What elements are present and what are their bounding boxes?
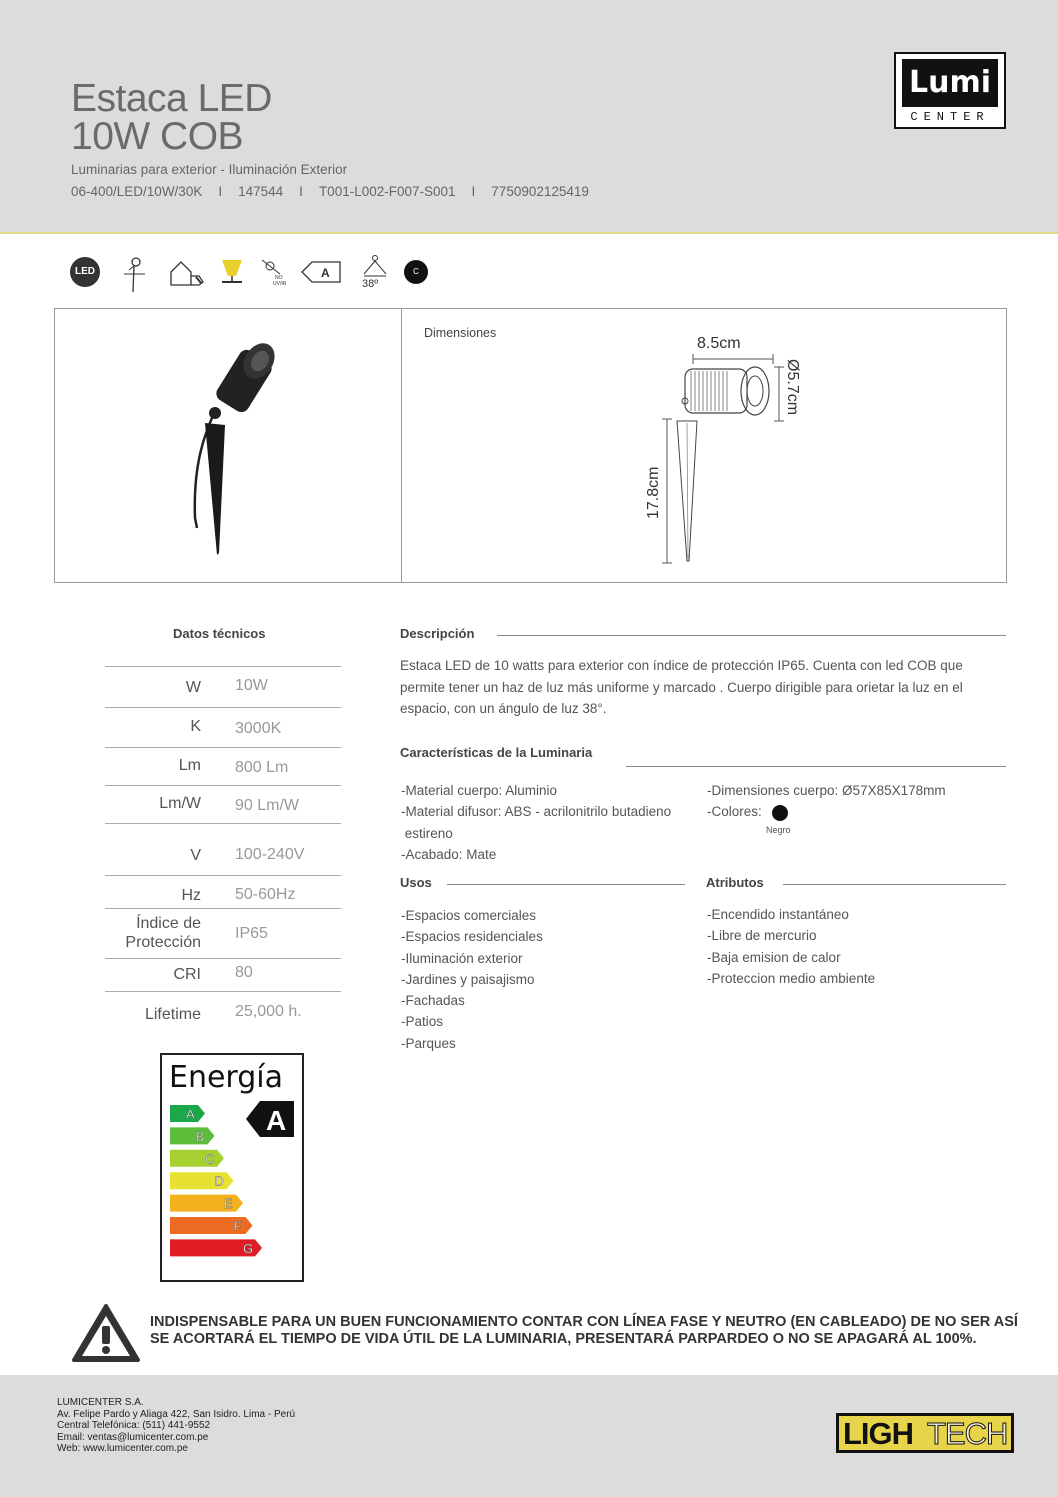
energy-rating-letter: A bbox=[266, 1105, 287, 1136]
company-street: Av. Felipe Pardo y Aliaga 422, San Isidro. Lima - Perú bbox=[57, 1408, 296, 1420]
list-item: -Patios bbox=[401, 1014, 444, 1030]
company-web: Web: www.lumicenter.com.pe bbox=[57, 1443, 188, 1454]
beam-angle-icon bbox=[360, 254, 390, 278]
title-line-1: Estaca LED bbox=[71, 77, 272, 120]
energy-class-letter: F bbox=[233, 1218, 242, 1234]
warning-icon bbox=[70, 1302, 142, 1364]
tech-row bbox=[105, 991, 341, 1031]
list-item: -Material cuerpo: Aluminio bbox=[401, 783, 558, 798]
dimension-width: 8.5cm bbox=[697, 335, 741, 352]
color-icon: C bbox=[404, 260, 428, 284]
product-codes bbox=[71, 184, 589, 199]
energy-class-bar bbox=[170, 1127, 215, 1144]
footer bbox=[0, 1375, 1058, 1497]
energy-label bbox=[160, 1053, 304, 1282]
warning-text: INDISPENSABLE PARA UN BUEN FUNCIONAMIENTO CONTAR CON LÍNEA FASE Y NEUTRO (EN CABLEADO) DE NO SER ASÍ SE ACORTARÁ EL TIEMPO DE VIDA ÚTIL DE LA LUMINARIA, PRESENTARÁ PARPARDEO O NO SE APAGARÁ AL 100%. bbox=[150, 1314, 1018, 1347]
atributos-rule bbox=[783, 884, 1006, 885]
tech-key: Hz bbox=[181, 887, 201, 904]
no-label: NO bbox=[275, 275, 283, 281]
list-item: -Encendido instantáneo bbox=[707, 907, 849, 922]
tech-row bbox=[105, 707, 341, 747]
list-item: -Dimensiones cuerpo: Ø57X85X178mm bbox=[707, 783, 946, 798]
energy-title: Energía bbox=[169, 1060, 283, 1095]
tech-key: W bbox=[185, 679, 201, 696]
dimensions-title: Dimensiones bbox=[424, 326, 497, 340]
list-item: -Iluminación exterior bbox=[401, 950, 523, 966]
energy-class-letter: E bbox=[224, 1196, 233, 1212]
tech-key: Lm/W bbox=[159, 795, 201, 812]
tech-value: IP65 bbox=[235, 925, 268, 942]
led-icon: LED bbox=[70, 257, 100, 287]
feature-icons bbox=[70, 254, 450, 294]
outdoor-house-icon bbox=[168, 258, 208, 288]
list-item: -Baja emision de calor bbox=[707, 949, 841, 965]
code-sku: 06-400/LED/10W/30K bbox=[71, 184, 203, 199]
product-title bbox=[71, 77, 272, 158]
tech-value: 90 Lm/W bbox=[235, 797, 300, 814]
features-right-list bbox=[707, 780, 946, 823]
no-uv-ir-icon bbox=[260, 258, 288, 288]
list-item: estireno bbox=[401, 825, 453, 841]
tech-key: CRI bbox=[173, 966, 201, 983]
energy-class-letter: B bbox=[195, 1128, 205, 1144]
panel-divider bbox=[401, 309, 402, 582]
uv-ir-label: UV/IR bbox=[273, 281, 287, 287]
tech-row bbox=[105, 666, 341, 707]
logo-subtext: CENTER bbox=[910, 110, 990, 124]
features-rule bbox=[626, 766, 1006, 767]
code-id: 147544 bbox=[238, 184, 284, 199]
tech-data-title: Datos técnicos bbox=[173, 626, 266, 641]
product-photo bbox=[175, 333, 285, 563]
tech-key: Lifetime bbox=[144, 1006, 201, 1023]
usos-rule bbox=[447, 884, 685, 885]
description-text: Estaca LED de 10 watts para exterior con índice de protección IP65. Cuenta con led COB que permite tener un haz de luz más uniforme y marcado . Cuerpo dirigible para orietar la luz en el espacio, con un ángulo de luz 38°. bbox=[400, 658, 963, 716]
features-left-list bbox=[401, 780, 671, 865]
code-separator: I bbox=[471, 184, 476, 199]
tech-key: V bbox=[190, 847, 201, 864]
list-item: -Parques bbox=[401, 1035, 456, 1051]
tech-value: 25,000 h. bbox=[235, 1003, 302, 1020]
energy-class-letter: C bbox=[205, 1151, 215, 1167]
list-item: -Libre de mercurio bbox=[707, 928, 817, 944]
tech-row bbox=[105, 785, 341, 823]
code-classification: T001-L002-F007-S001 bbox=[318, 184, 456, 199]
title-line-2: 10W COB bbox=[71, 115, 244, 158]
tech-value: 800 Lm bbox=[235, 759, 289, 776]
list-item: -Fachadas bbox=[401, 993, 465, 1009]
tech-value: 80 bbox=[235, 964, 253, 981]
tech-key: Lm bbox=[178, 757, 201, 774]
tech-row bbox=[105, 958, 341, 991]
energy-class-bar bbox=[170, 1172, 234, 1189]
company-phone: Central Telefónica: (511) 441-9552 bbox=[57, 1420, 211, 1431]
lightech-logo bbox=[836, 1413, 1014, 1453]
color-swatch-negro bbox=[772, 805, 788, 821]
atributos-list bbox=[707, 904, 875, 989]
tech-row bbox=[105, 908, 341, 958]
description-title: Descripción bbox=[400, 626, 475, 641]
energy-class-bar bbox=[170, 1150, 224, 1167]
lightech-part-1: LIGH bbox=[843, 1416, 914, 1451]
energy-class-icon bbox=[300, 260, 342, 284]
dimension-diameter: Ø5.7cm bbox=[784, 359, 801, 416]
color-name: Negro bbox=[766, 825, 791, 835]
tech-key: K bbox=[190, 718, 201, 735]
tech-value: 100-240V bbox=[235, 846, 305, 863]
company-address bbox=[57, 1397, 295, 1455]
lightech-part-2: TECH bbox=[927, 1416, 1008, 1451]
description-rule bbox=[497, 635, 1006, 636]
energy-scale bbox=[162, 1055, 302, 1280]
list-item: -Acabado: Mate bbox=[401, 846, 497, 862]
tech-value: 50-60Hz bbox=[235, 886, 296, 903]
company-name: LUMICENTER S.A. bbox=[57, 1397, 144, 1408]
energy-class-letter: A bbox=[321, 266, 330, 280]
tech-row bbox=[105, 823, 341, 875]
logo-wordmark: Lumi bbox=[902, 59, 998, 107]
list-item: -Proteccion medio ambiente bbox=[707, 970, 876, 986]
product-panel bbox=[54, 308, 1007, 583]
tech-value: 10W bbox=[235, 677, 268, 694]
warm-light-icon bbox=[218, 258, 246, 288]
energy-class-letter: A bbox=[186, 1106, 195, 1122]
list-item: -Colores: bbox=[707, 804, 762, 820]
list-item: -Espacios comerciales bbox=[401, 908, 537, 923]
stake-lamp-icon bbox=[120, 254, 150, 294]
tech-key: Índice de Protección bbox=[125, 915, 201, 951]
list-item: -Material difusor: ABS - acrilonitrilo butadieno bbox=[401, 804, 672, 820]
tech-row bbox=[105, 875, 341, 908]
tech-row bbox=[105, 747, 341, 785]
energy-class-letter: G bbox=[243, 1240, 254, 1256]
header bbox=[0, 0, 1058, 234]
usos-list bbox=[401, 905, 543, 1054]
product-category: Luminarias para exterior - Iluminación Exterior bbox=[71, 162, 348, 177]
lumicenter-logo bbox=[894, 52, 1006, 129]
company-email: Email: ventas@lumicenter.com.pe bbox=[57, 1431, 209, 1443]
tech-value: 3000K bbox=[235, 720, 282, 737]
list-item: -Espacios residenciales bbox=[401, 929, 543, 945]
usos-title: Usos bbox=[400, 875, 432, 890]
code-separator: I bbox=[218, 184, 223, 199]
atributos-title: Atributos bbox=[706, 875, 764, 890]
beam-angle-label: 38º bbox=[362, 278, 379, 290]
features-title: Características de la Luminaria bbox=[400, 745, 593, 760]
code-barcode: 7750902125419 bbox=[491, 184, 589, 199]
list-item: -Jardines y paisajismo bbox=[401, 971, 535, 987]
energy-class-letter: D bbox=[214, 1173, 224, 1189]
dimension-height: 17.8cm bbox=[645, 466, 662, 519]
code-separator: I bbox=[299, 184, 303, 199]
